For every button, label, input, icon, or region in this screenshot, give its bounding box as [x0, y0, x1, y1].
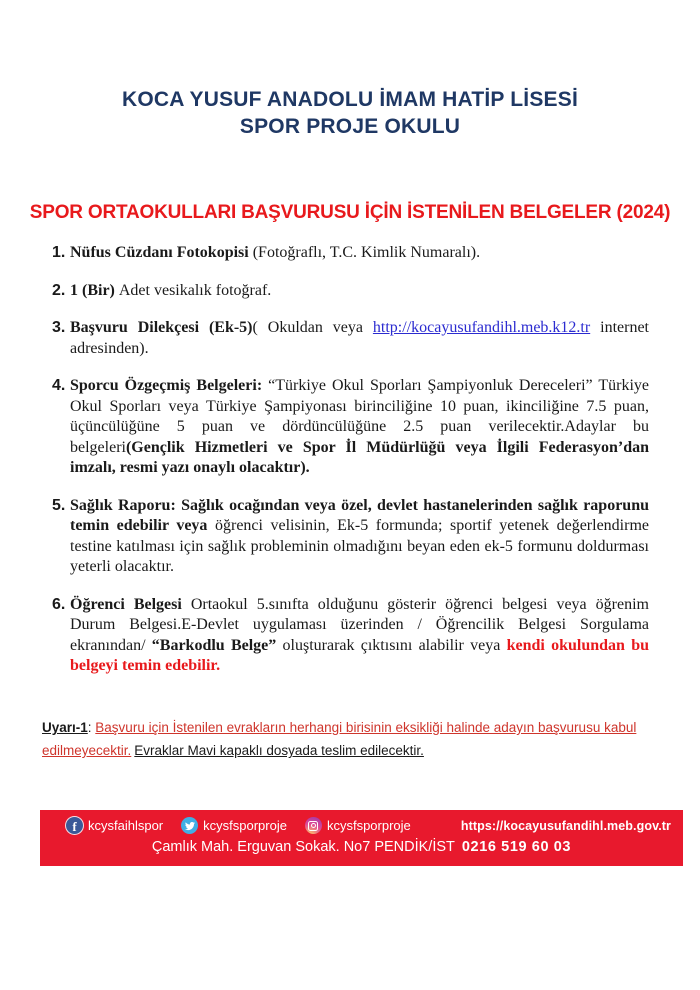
item-bold-text: (Gençlik Hizmetleri ve Spor İl Müdürlüğü veya İlgili Federasyon’dan imzalı, resmi yazı onaylı olacaktır).	[70, 438, 649, 476]
application-form-link[interactable]: http://kocayusufandihl.meb.k12.tr	[372, 319, 591, 336]
item-number: 3.	[52, 319, 66, 336]
twitter-handle: kcysfsporproje	[203, 818, 287, 833]
item-number: 5.	[52, 496, 66, 514]
requirements-list	[52, 243, 649, 694]
footer-address: Çamlık Mah. Erguvan Sokak. No7 PENDİK/İST	[151, 839, 455, 855]
item-text	[70, 496, 649, 578]
item-number: 6.	[52, 595, 66, 613]
list-item-5	[52, 496, 649, 578]
item-normal-text: Adet vesikalık fotoğraf.	[118, 281, 272, 299]
item-bold-text: Sağlık Raporu: Sağlık ocağından veya özel, devlet hastanelerinden sağlık raporunu temin edebilir veya	[70, 496, 649, 534]
facebook-icon: f	[66, 817, 83, 834]
instagram-icon	[305, 817, 322, 834]
item-normal-text: (Fotoğraflı, T.C. Kimlik Numaralı).	[252, 244, 481, 261]
item-text	[70, 281, 649, 302]
item-text	[70, 376, 649, 479]
item-bold-text: 1 (Bir)	[70, 281, 119, 299]
item-normal-text: “Türkiye Okul Sporları Şampiyonluk Dereceleri” Türkiye Okul Sporları veya Türkiye Şampiyonası birinciliğine 10 puan, ikinciliğine 7.5 puan, üçüncülüğüne 5 puan ve dördüncülüğüne 2.5 puan verilecektir.Adaylar bu belgeleri	[70, 377, 649, 456]
instagram-chip[interactable]	[305, 817, 411, 834]
item-text	[70, 595, 649, 677]
school-name-line2: SPOR PROJE OKULU	[239, 115, 461, 138]
item-bold-text: Başvuru Dilekçesi (Ek-5)	[70, 319, 253, 336]
item-bold-text: Öğrenci Belgesi	[70, 595, 191, 613]
item-normal-text: internet adresinden).	[70, 319, 649, 357]
item-normal-text: ( Okuldan veya	[252, 319, 373, 336]
footer-social-row	[40, 810, 683, 834]
twitter-chip[interactable]	[181, 817, 287, 834]
item-normal-text: oluşturarak çıktısını alabilir veya	[282, 636, 507, 654]
item-number: 2.	[52, 281, 66, 299]
instagram-handle: kcysfsporproje	[326, 818, 411, 833]
item-text	[70, 318, 649, 359]
warning-black-text: Evraklar Mavi kapaklı dosyada teslim edilecektir.	[134, 743, 424, 758]
warning-separator: :	[87, 720, 96, 735]
footer-phone: 0216 519 60 03	[461, 839, 572, 855]
item-number: 4.	[52, 377, 66, 394]
facebook-handle: kcysfaihlspor	[88, 818, 164, 833]
item-number: 1.	[52, 244, 66, 261]
twitter-icon	[181, 817, 198, 834]
item-bold-text: Sporcu Özgeçmiş Belgeleri:	[70, 377, 269, 394]
school-name-line1: KOCA YUSUF ANADOLU İMAM HATİP LİSESİ	[122, 88, 578, 111]
footer-website-link[interactable]: https://kocayusufandihl.meb.gov.tr	[460, 818, 671, 833]
warning-red-text: Başvuru için İstenilen evrakların herhangi birisinin eksikliği halinde adayın başvurusu kabul edilmeyecektir.	[42, 720, 637, 758]
school-title	[0, 86, 700, 140]
item-normal-text: öğrenci velisinin, Ek-5 formunda; sportif yetenek değerlendirme testine katılması için sağlık probleminin olmadığını beyan eden ek-5 formunu doldurması yeterli olacaktır.	[70, 517, 649, 575]
item-bold-text: Nüfus Cüzdanı Fotokopisi	[70, 244, 253, 261]
footer-address-row	[40, 839, 683, 855]
list-item-4	[52, 376, 649, 479]
warning-note	[42, 716, 660, 762]
document-heading: SPOR ORTAOKULLARI BAŞVURUSU İÇİN İSTENİLEN BELGELER (2024)	[29, 202, 671, 223]
item-red-bold-text: kendi okulundan bu belgeyi temin edebilir.	[70, 636, 649, 674]
facebook-chip[interactable]	[66, 817, 163, 834]
item-text	[70, 243, 649, 264]
warning-label: Uyarı-1	[42, 720, 88, 735]
item-bold-text: “Barkodlu Belge”	[151, 636, 283, 654]
list-item-1	[52, 243, 649, 264]
list-item-2	[52, 281, 649, 302]
item-normal-text: Ortaokul 5.sınıfta olduğunu gösterir öğrenci belgesi veya öğrenim Durum Belgesi.E-Devlet uygulaması üzerinden / Öğrencilik Belgesi Sorgulama ekranından/	[70, 595, 649, 654]
footer-bar	[40, 810, 683, 866]
list-item-6	[52, 595, 649, 677]
list-item-3	[52, 318, 649, 359]
